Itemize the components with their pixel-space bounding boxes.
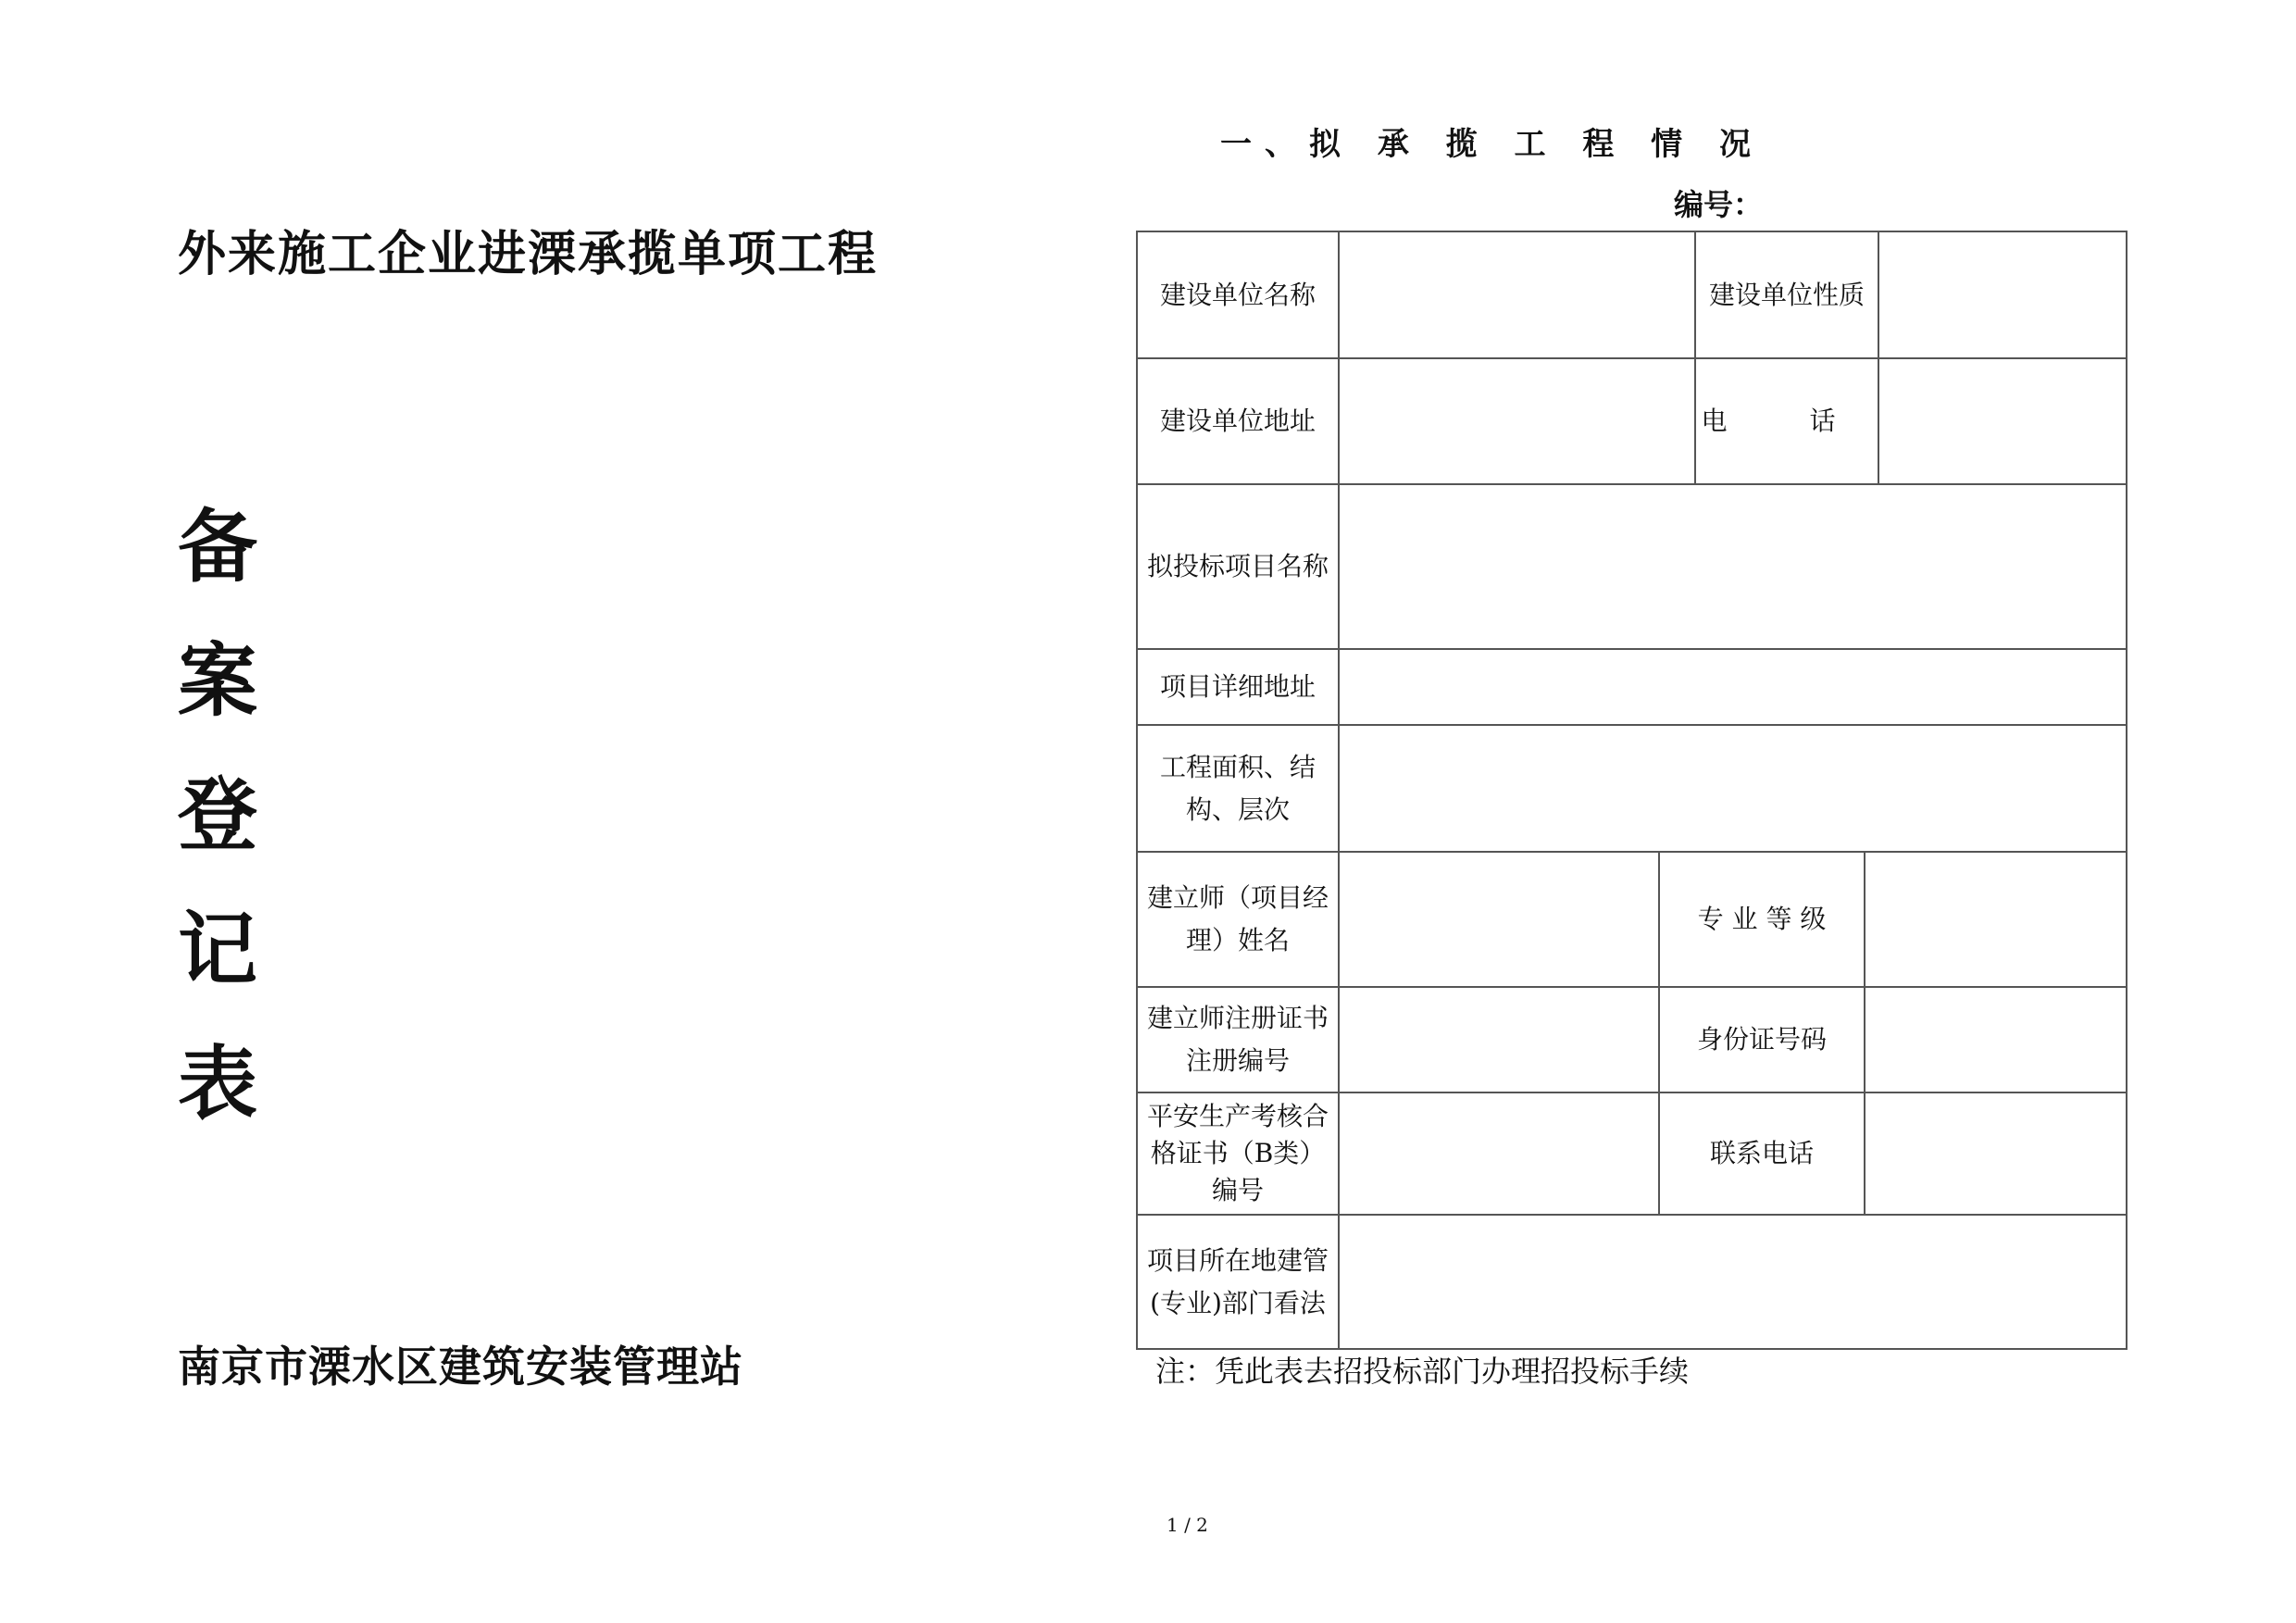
label-phone: 电 话 [1695, 358, 1878, 484]
field-unit-address[interactable] [1339, 358, 1695, 484]
label-area-structure: 工程面积、结构、层次 [1137, 725, 1339, 852]
serial-number-label: 编号： [1674, 187, 1764, 222]
vertical-title-char: 备 [178, 501, 257, 593]
field-project-address[interactable] [1339, 649, 2127, 725]
label-project-name: 拟投标项目名称 [1137, 484, 1339, 649]
vertical-title-char: 表 [178, 1038, 257, 1130]
label-contact-phone: 联系电话 [1659, 1092, 1865, 1215]
section-title: 一、拟 承 揽 工 程 情 况 [1220, 126, 1765, 163]
label-unit-address: 建设单位地址 [1137, 358, 1339, 484]
form-note: 注：凭此表去招投标部门办理招投标手续 [1155, 1354, 1690, 1389]
label-project-address: 项目详细地址 [1137, 649, 1339, 725]
label-unit-name: 建设单位名称 [1137, 231, 1339, 358]
project-info-form [1136, 231, 2128, 1350]
vertical-title-char: 记 [178, 904, 257, 996]
field-project-name[interactable] [1339, 484, 2127, 649]
field-id-number[interactable] [1865, 987, 2127, 1092]
field-local-opinion[interactable] [1339, 1215, 2127, 1349]
field-manager-name[interactable] [1339, 852, 1659, 987]
field-specialty-grade[interactable] [1865, 852, 2127, 987]
field-unit-name[interactable] [1339, 231, 1695, 358]
label-cert-number: 建立师注册证书注册编号 [1137, 987, 1339, 1092]
field-safety-cert[interactable] [1339, 1092, 1659, 1215]
page-number: 1 / 2 [1167, 1514, 1208, 1536]
issuing-authority: 南京市溧水区建筑安装管理站 [178, 1342, 743, 1392]
field-cert-number[interactable] [1339, 987, 1659, 1092]
cover-title: 外来施工企业进溧承揽单项工程 [178, 227, 879, 282]
field-area-structure[interactable] [1339, 725, 2127, 852]
vertical-title-char: 登 [178, 769, 257, 862]
label-safety-cert: 平安生产考核合格证书（B类）编号 [1137, 1092, 1339, 1215]
label-unit-nature: 建设单位性质 [1695, 231, 1878, 358]
label-local-opinion: 项目所在地建管(专业)部门看法 [1137, 1215, 1339, 1349]
field-unit-nature[interactable] [1878, 231, 2127, 358]
field-phone[interactable] [1878, 358, 2127, 484]
vertical-title-char: 案 [178, 635, 257, 728]
field-contact-phone[interactable] [1865, 1092, 2127, 1215]
label-manager-name: 建立师（项目经理）姓名 [1137, 852, 1339, 987]
label-specialty-grade: 专 业 等 级 [1659, 852, 1865, 987]
label-id-number: 身份证号码 [1659, 987, 1865, 1092]
